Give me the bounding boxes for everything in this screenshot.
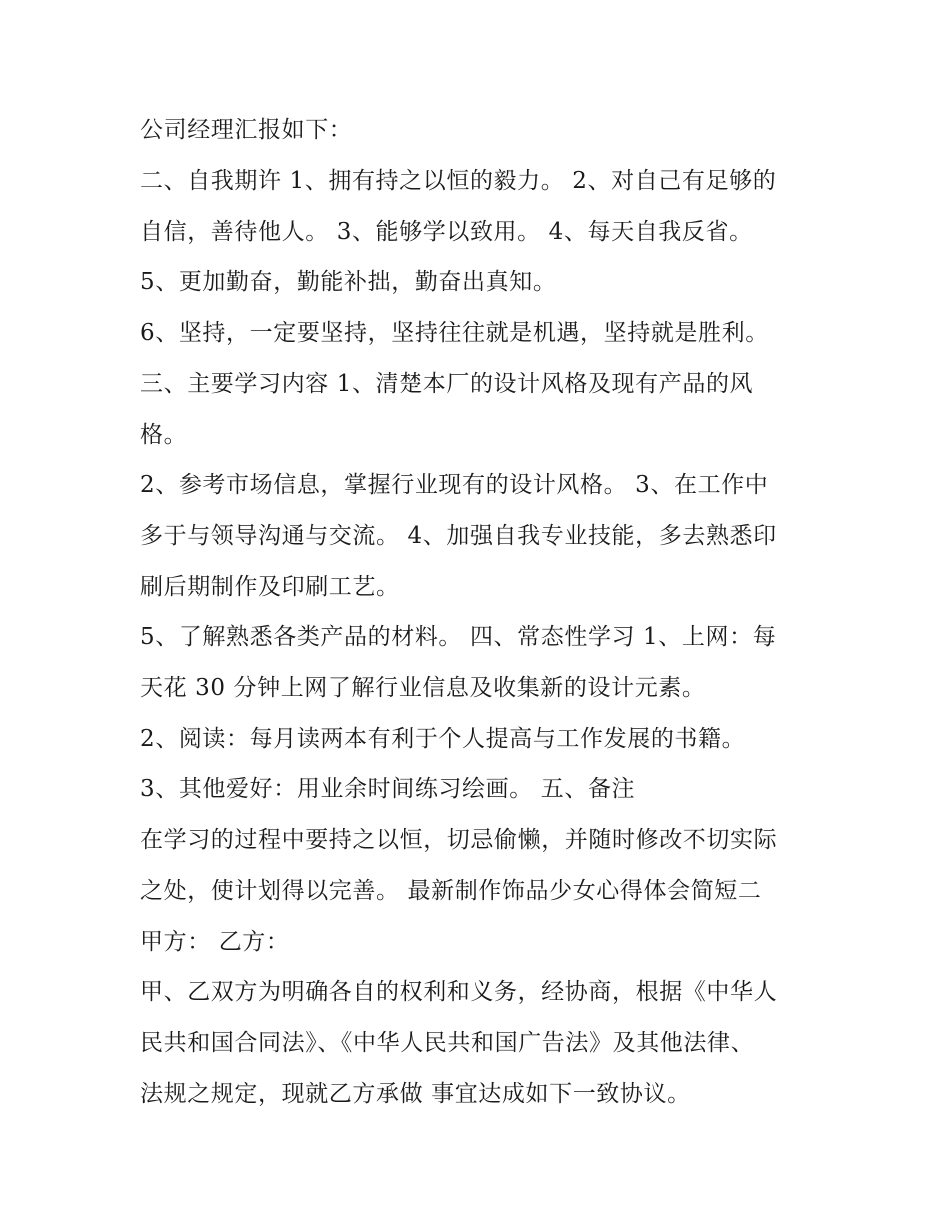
text-line-1: 公司经理汇报如下： xyxy=(140,117,353,143)
text-line-6: 三、主要学习内容 1、清楚本厂的设计风格及现有产品的风 xyxy=(140,371,754,397)
text-line-16: 之处，使计划得以完善。 最新制作饰品少女心得体会简短二 xyxy=(140,878,762,904)
text-line-11: 5、了解熟悉各类产品的材料。 四、常态性学习 1、上网：每 xyxy=(140,624,777,650)
text-line-4: 5、更加勤奋，勤能补拙，勤奋出真知。 xyxy=(140,269,557,295)
text-line-10: 刷后期制作及印刷工艺。 xyxy=(140,574,400,600)
text-line-13: 2、阅读：每月读两本有利于个人提高与工作发展的书籍。 xyxy=(140,726,746,752)
text-line-20: 法规之规定，现就乙方承做 事宜达成如下一致协议。 xyxy=(140,1081,691,1107)
text-line-14: 3、其他爱好：用业余时间练习绘画。 五、备注 xyxy=(140,776,636,802)
text-line-9: 多于与领导沟通与交流。 4、加强自我专业技能，多去熟悉印 xyxy=(140,523,777,549)
text-line-17: 甲方： 乙方： xyxy=(140,929,290,955)
text-line-7: 格。 xyxy=(140,422,188,448)
text-line-2: 二、自我期许 1、拥有持之以恒的毅力。 2、对自己有足够的 xyxy=(140,168,777,194)
text-line-8: 2、参考市场信息，掌握行业现有的设计风格。 3、在工作中 xyxy=(140,472,769,498)
text-line-3: 自信，善待他人。 3、能够学以致用。 4、每天自我反省。 xyxy=(140,219,753,245)
text-line-5: 6、坚持，一定要坚持，坚持往往就是机遇，坚持就是胜利。 xyxy=(140,320,769,346)
text-line-12: 天花 30 分钟上网了解行业信息及收集新的设计元素。 xyxy=(140,675,706,701)
text-line-19: 民共和国合同法》、《中华人民共和国广告法》及其他法律、 xyxy=(140,1030,755,1056)
text-line-18: 甲、乙双方为明确各自的权利和义务，经协商，根据《中华人 xyxy=(140,979,778,1005)
text-line-15: 在学习的过程中要持之以恒，切忌偷懒，并随时修改不切实际 xyxy=(140,827,778,853)
